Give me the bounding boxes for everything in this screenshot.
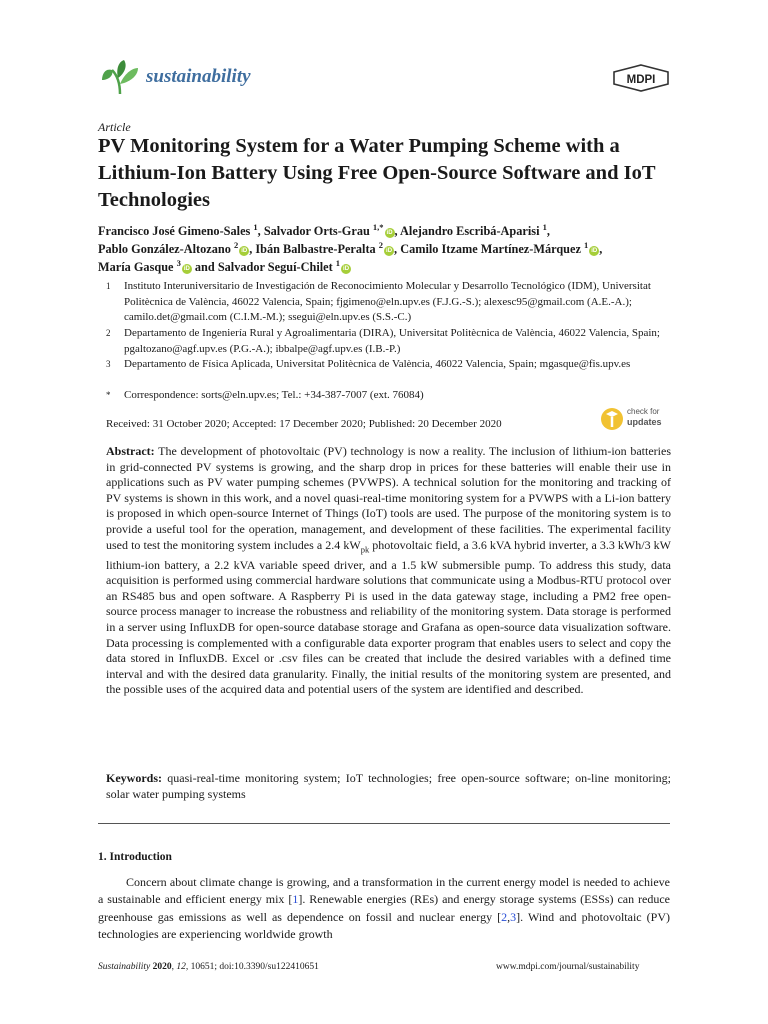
section-divider [98,823,670,824]
author-name: Salvador Seguí-Chilet $^1$iD [217,257,350,274]
affiliation-number: 1 [106,281,111,291]
keywords-text: quasi-real-time monitoring system; IoT technologies; free open-source software; on-line monitoring; solar water pumping systems [106,771,671,801]
updates-text: updates [627,417,662,427]
orcid-icon[interactable]: iD [386,230,393,236]
affiliation-3 [106,357,671,373]
author-affiliation-sup: 2 [378,239,384,250]
check-for-updates-badge[interactable] [600,406,670,432]
footer-citation: Sustainability 2020, 12, 10651; doi:10.3390/su122410651 [98,962,319,972]
affiliation-text: Departamento de Ingeniería Rural y Agroalimentaria (DIRA), Universitat Politècnica de València, 46022 Valencia, Spain; pgaltozano@agf.upv.es (P.G.-A.); ibbalpe@agf.upv.es (I.B.-P.) [124,327,660,355]
mdpi-logo-text: MDPI [626,74,656,86]
orcid-icon[interactable]: iD [183,266,190,272]
author-name: Ibán Balbastre-Peralta $^2$iD [255,239,393,256]
citation-link[interactable]: 3 [510,909,517,924]
keywords-label: Keywords: [106,771,162,785]
correspondence [106,388,671,404]
citation-link[interactable]: 2 [501,909,508,924]
paper-title: PV Monitoring System for a Water Pumping Scheme with a Lithium-Ion Battery Using Free Open-Source Software and IoT Technologies [98,135,656,211]
affiliation-text: Departamento de Física Aplicada, Universitat Politècnica de València, 46022 Valencia, Spain; mgasque@fis.upv.es [124,358,631,370]
abstract-text: The development of photovoltaic (PV) technology is now a reality. The inclusion of lithium-ion batteries in grid-connected PV systems is growing, and the sharp drop in prices for these batteries will enable their use in applications such as PV water pumping schemes (PVWPS). A technical solution for the monitoring and tracking of PV systems is shown in this work, and a novel quasi-real-time monitoring system for a PVWPS with a Li-ion battery is proposed in which open-source Internet of Things (IoT) tools are used. The purpose of the monitoring system is to provide a useful tool for the operation, management, and development of these facilities. The experimental facility used to test the monitoring system includes a 2.4 kW [106,444,671,552]
affiliation-number: 3 [106,359,111,369]
author-affiliation-sup: 1,* [372,221,384,232]
author-name: Salvador Orts-Grau $^{1,*}$iD [263,221,393,238]
journal-name: sustainability [146,66,251,87]
check-for-updates-icon [600,407,624,431]
abstract [106,444,671,698]
affiliation-2 [106,326,671,357]
author-affiliation-sup: 1 [253,221,258,232]
orcid-icon[interactable]: iD [241,248,248,254]
author-affiliation-sup: 1 [335,257,341,268]
author-name: Alejandro Escribá-Aparisi $^1$ [400,221,547,238]
check-for-text: check for [627,407,660,416]
author-affiliation-sup: 1 [542,221,547,232]
orcid-icon[interactable]: iD [591,248,598,254]
article-type: Article [98,120,131,134]
author-affiliation-sup: 1 [584,239,589,250]
author-affiliation-sup: 3 [176,257,181,268]
author-affiliation-sup: 2 [233,239,239,250]
author-list: Francisco José Gimeno-Sales $^1$, Salvador Orts-Grau $^{1,*}$iD , Alejandro Escribá-Aparisi $^1$, Pablo González-Altozano $^2$iD , Ibán Balbastre-Peralta $^2$iD , Camilo Itzame Martínez-Márquez $^1$iD , María Gasque $^3$iD and Salvador Seguí-Chilet $^1$iD [98,221,603,274]
affiliation-1 [106,279,671,326]
author-name: Camilo Itzame Martínez-Márquez $^1$iD [400,239,598,256]
affiliation-text: Correspondence: sorts@eln.upv.es; Tel.: +34-387-7007 (ext. 76084) [124,389,424,401]
abstract-label: Abstract: [106,444,155,458]
introduction-paragraph: Concern about climate change is growing, and a transformation in the current energy model is needed to achieve a sustainable and efficient energy mix [1]. Renewable energies (REs) and energy storage systems (ESSs) can reduce greenhouse gas emissions as well as dependence on fossil and nuclear energy [2,3]. Wind and photovoltaic (PV) technologies are experiencing worldwide growth [98,875,670,941]
publication-dates: Received: 31 October 2020; Accepted: 17 December 2020; Published: 20 December 2020 [106,418,502,430]
mdpi-logo-icon [612,64,670,92]
orcid-icon[interactable]: iD [386,248,393,254]
affiliation-number: * [106,390,111,400]
author-name: Francisco José Gimeno-Sales $^1$ [98,221,258,238]
journal-logo-icon [100,58,140,98]
keywords [106,771,671,802]
section-heading: 1. Introduction [98,851,172,863]
orcid-icon[interactable]: iD [343,266,350,272]
abstract-subscript: pk [360,543,370,554]
footer-url[interactable]: www.mdpi.com/journal/sustainability [496,962,640,972]
affiliation-text: Instituto Interuniversitario de Investigación de Reconocimiento Molecular y Desarrollo Tecnológico (IDM), Universitat Politècnica de València, 46022 Valencia, Spain; fjgimeno@eln.upv.es (F.J.G.-S.); alexesc95@gmail.com (A.E.-A.); camilo.det@gmail.com (C.I.M.-M.); ssegui@eln.upv.es (S.S.-C.) [124,280,651,323]
author-name: María Gasque $^3$iD [98,257,190,274]
affiliation-number: 2 [106,328,111,338]
citation-link[interactable]: 1 [292,892,299,907]
abstract-text-continued: photovoltaic field, a 3.6 kVA hybrid inverter, a 3.3 kWh/3 kW lithium-ion battery, a 2.2 kVA variable speed driver, and a 1.5 kW submersible pump. To address this study, data acquisition is performed using commercial hardware solutions that communicate using a Modbus-RTU protocol over an RS485 bus and open software. A Raspberry Pi is used in the data gateway stage, including a PM2 free open-source process manager to increase the robustness and reliability of the monitoring system. Data storage is performed in a server using InfluxDB for open-source database storage and Grafana as open-source data visualization software. Data processing is complemented with a configurable data exporter program that enables users to select and copy the data stored in InfluxDB. Excel or .csv files can be created that include the desired variables with a defined time interval and with the desired data granularity. Finally, the initial results of the monitoring system are presented, and the possible uses of the acquired data and potential users of the system are identified and described. [106,537,671,697]
author-name: Pablo González-Altozano $^2$iD [98,239,248,256]
